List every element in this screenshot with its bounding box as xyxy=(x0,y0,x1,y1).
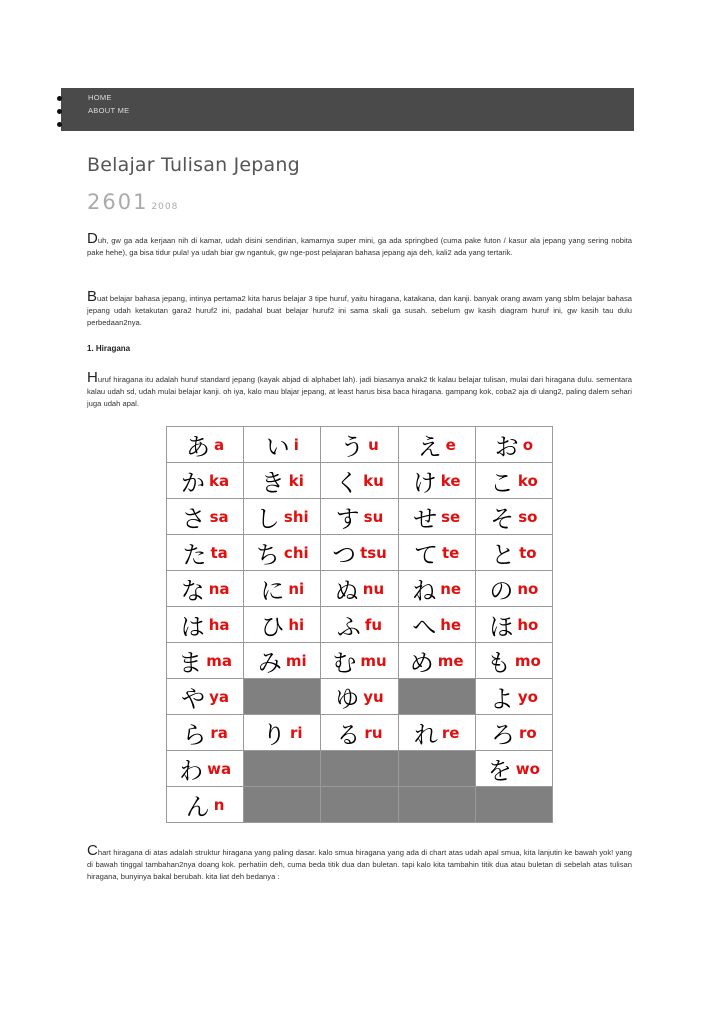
kana-character: お xyxy=(494,433,519,461)
romaji-label: yo xyxy=(517,687,538,706)
kana-character: し xyxy=(255,505,280,533)
kana-character: そ xyxy=(490,505,515,533)
empty-cell xyxy=(244,787,321,823)
kana-cell xyxy=(167,463,244,499)
kana-cell xyxy=(167,643,244,679)
kana-cell xyxy=(167,427,244,463)
empty-cell xyxy=(398,679,475,715)
kana-character: あ xyxy=(186,433,211,461)
post-date xyxy=(87,190,178,214)
kana-cell xyxy=(167,751,244,787)
kana-character: つ xyxy=(332,541,357,569)
romaji-label: me xyxy=(437,651,464,670)
kana-cell xyxy=(167,535,244,571)
kana-cell xyxy=(244,463,321,499)
kana-character: ゆ xyxy=(335,685,360,713)
kana-cell xyxy=(321,499,398,535)
kana-cell xyxy=(475,571,552,607)
kana-character: ね xyxy=(412,577,437,605)
paragraph-text: hart hiragana di atas adalah struktur hiragana yang paling dasar. kalo smua hiragana yang ada di chart atas udah apal smua, kita lanjutin ke bawah yok! yang di bawah tinggal tambahan2nya doang kok. perhatiin deh, cuma beda titik dua dan buletan. tapi kalo kita tambahin titik dua atau buletan di sebelah atas tulisan hiragana, bunyinya bakal berubah. kita liat deh bedanya : xyxy=(87,848,632,881)
chart-row xyxy=(167,715,553,751)
kana-character: ふ xyxy=(336,613,361,641)
empty-cell xyxy=(398,787,475,823)
kana-cell xyxy=(167,607,244,643)
romaji-label: ya xyxy=(209,687,230,706)
kana-character: さ xyxy=(181,505,206,533)
kana-cell xyxy=(167,787,244,823)
romaji-label: shi xyxy=(283,507,309,526)
chart-row xyxy=(167,571,553,607)
bullet-icon xyxy=(57,109,62,114)
kana-cell xyxy=(398,535,475,571)
romaji-label: e xyxy=(445,435,456,454)
romaji-label: i xyxy=(293,435,299,454)
kana-character: る xyxy=(336,721,361,749)
kana-cell xyxy=(321,607,398,643)
romaji-label: ku xyxy=(363,471,384,490)
post-date-daymonth: 2601 xyxy=(87,190,149,214)
romaji-label: na xyxy=(208,579,230,598)
romaji-label: n xyxy=(213,795,225,814)
kana-character: も xyxy=(486,649,511,677)
empty-cell xyxy=(244,751,321,787)
kana-cell xyxy=(398,463,475,499)
romaji-label: ri xyxy=(290,723,303,742)
kana-cell xyxy=(167,571,244,607)
empty-cell xyxy=(321,751,398,787)
kana-cell xyxy=(398,607,475,643)
empty-cell xyxy=(244,679,321,715)
romaji-label: a xyxy=(214,435,225,454)
paragraph-text: uh, gw ga ada kerjaan nih di kamar, udah disini sendirian, kamarnya super mini, ga ada springbed (cuma pake futon / kasur ala jepang yang sering nobita pake hehe), ga bisa tidur pula! ya udah biar gw ngantuk, gw nge-post pelajaran bahasa jepang aja deh, kali2 ada yang tertarik. xyxy=(87,236,632,257)
romaji-label: tsu xyxy=(360,543,387,562)
kana-cell xyxy=(475,679,552,715)
top-nav-bar xyxy=(61,88,634,131)
kana-cell xyxy=(475,643,552,679)
kana-character: と xyxy=(491,541,516,569)
romaji-label: ka xyxy=(209,471,230,490)
romaji-label: ho xyxy=(517,615,539,634)
romaji-label: no xyxy=(517,579,539,598)
kana-cell xyxy=(475,499,552,535)
romaji-label: ra xyxy=(210,723,228,742)
romaji-label: yu xyxy=(363,687,384,706)
romaji-label: wa xyxy=(207,759,232,778)
chart-row xyxy=(167,607,553,643)
kana-cell xyxy=(321,535,398,571)
kana-cell xyxy=(244,643,321,679)
paragraph-text: uruf hiragana itu adalah huruf standard jepang (kayak abjad di alphabet lah). jadi biasanya anak2 tk kalau belajar tulisan, mulai dari hiragana dulu. sementara kalau udah sd, udah mulai belajar kanji. oh iya, kalo mau blajar jepang, at least harus bisa baca hiragana. gampang kok, coba2 aja di ulang2, paling dalem sehari juga udah apal. xyxy=(87,375,632,408)
nav-item-about-me[interactable] xyxy=(61,104,634,117)
drop-cap: H xyxy=(87,369,98,386)
kana-cell xyxy=(321,715,398,751)
chart-row xyxy=(167,643,553,679)
kana-character: め xyxy=(409,649,434,677)
romaji-label: so xyxy=(518,507,538,526)
empty-cell xyxy=(321,787,398,823)
kana-cell xyxy=(321,571,398,607)
romaji-label: ko xyxy=(517,471,538,490)
chart-row xyxy=(167,463,553,499)
romaji-label: sa xyxy=(209,507,229,526)
kana-character: や xyxy=(181,685,206,713)
romaji-label: ni xyxy=(288,579,305,598)
kana-character: す xyxy=(335,505,360,533)
kana-character: た xyxy=(182,541,207,569)
hiragana-chart xyxy=(166,426,553,823)
romaji-label: se xyxy=(441,507,461,526)
kana-character: け xyxy=(412,469,437,497)
kana-cell xyxy=(244,571,321,607)
kana-cell xyxy=(398,643,475,679)
kana-character: ち xyxy=(255,541,280,569)
hiragana-chart-body xyxy=(167,427,553,823)
kana-cell xyxy=(321,679,398,715)
kana-character: へ xyxy=(412,613,437,641)
romaji-label: ru xyxy=(364,723,383,742)
romaji-label: ro xyxy=(519,723,537,742)
paragraph-hiragana-intro xyxy=(87,369,632,410)
kana-cell xyxy=(475,427,552,463)
romaji-label: o xyxy=(522,435,534,454)
kana-cell xyxy=(475,715,552,751)
kana-cell xyxy=(398,427,475,463)
romaji-label: ne xyxy=(440,579,462,598)
post-date-year: 2008 xyxy=(151,202,179,212)
chart-row xyxy=(167,751,553,787)
empty-cell xyxy=(475,787,552,823)
kana-character: は xyxy=(180,613,205,641)
kana-cell xyxy=(167,715,244,751)
kana-cell xyxy=(321,463,398,499)
drop-cap: C xyxy=(87,842,98,859)
kana-cell xyxy=(475,751,552,787)
kana-cell xyxy=(244,607,321,643)
kana-cell xyxy=(244,715,321,751)
romaji-label: re xyxy=(441,723,460,742)
romaji-label: ki xyxy=(288,471,304,490)
kana-cell xyxy=(475,463,552,499)
paragraph-text: uat belajar bahasa jepang, intinya pertama2 kita harus belajar 3 tipe huruf, yaitu hiragana, katakana, dan kanji. banyak orang awam yang sblm belajar bahasa jepang udah ketakutan gara2 huruf2 ini, padahal buat belajar huruf2 ini sama skali ga susah. sebelum gw kasih diagram huruf ini, gw kasih tau dulu perbedaan2nya. xyxy=(87,294,632,327)
kana-character: く xyxy=(335,469,360,497)
kana-character: か xyxy=(181,469,206,497)
kana-character: む xyxy=(332,649,357,677)
nav-item-home[interactable] xyxy=(61,91,634,104)
romaji-label: mu xyxy=(360,651,387,670)
kana-character: を xyxy=(487,757,512,785)
kana-character: せ xyxy=(413,505,438,533)
romaji-label: fu xyxy=(364,615,383,634)
nav-item-empty[interactable] xyxy=(61,117,634,130)
kana-character: え xyxy=(417,433,442,461)
drop-cap: B xyxy=(87,288,98,305)
chart-row xyxy=(167,535,553,571)
romaji-label: hi xyxy=(288,615,305,634)
bullet-icon xyxy=(57,122,62,127)
kana-character: ま xyxy=(178,649,203,677)
kana-character: に xyxy=(260,577,285,605)
kana-character: ぬ xyxy=(334,577,359,605)
post-title[interactable]: Belajar Tulisan Jepang xyxy=(87,154,300,176)
bullet-icon xyxy=(57,96,62,101)
kana-character: ん xyxy=(185,793,210,821)
kana-cell xyxy=(398,571,475,607)
section-heading-hiragana: 1. Hiragana xyxy=(87,344,131,353)
chart-row xyxy=(167,499,553,535)
romaji-label: wo xyxy=(515,759,540,778)
kana-character: よ xyxy=(489,685,514,713)
romaji-label: he xyxy=(440,615,462,634)
chart-row xyxy=(167,427,553,463)
kana-character: い xyxy=(265,433,290,461)
romaji-label: u xyxy=(368,435,379,454)
romaji-label: su xyxy=(363,507,384,526)
romaji-label: mo xyxy=(514,651,541,670)
nav-item-label[interactable]: HOME xyxy=(88,93,112,102)
paragraph-intro xyxy=(87,230,632,259)
kana-character: ろ xyxy=(491,721,516,749)
kana-character: り xyxy=(262,721,286,749)
romaji-label: ke xyxy=(440,471,461,490)
paragraph-chart-explanation xyxy=(87,842,632,883)
kana-character: わ xyxy=(179,757,204,785)
kana-character: の xyxy=(489,577,514,605)
chart-row xyxy=(167,787,553,823)
kana-cell xyxy=(398,715,475,751)
kana-cell xyxy=(398,499,475,535)
kana-cell xyxy=(244,535,321,571)
romaji-label: chi xyxy=(283,543,309,562)
kana-character: こ xyxy=(489,469,514,497)
romaji-label: ha xyxy=(208,615,230,634)
kana-character: ら xyxy=(182,721,207,749)
paragraph-letter-types xyxy=(87,288,632,329)
kana-character: ひ xyxy=(260,613,285,641)
romaji-label: ma xyxy=(206,651,232,670)
romaji-label: to xyxy=(519,543,537,562)
romaji-label: mi xyxy=(285,651,307,670)
kana-cell xyxy=(475,607,552,643)
kana-cell xyxy=(244,427,321,463)
kana-character: な xyxy=(180,577,205,605)
nav-item-label[interactable]: ABOUT ME xyxy=(88,106,130,115)
empty-cell xyxy=(398,751,475,787)
kana-cell xyxy=(321,643,398,679)
chart-row xyxy=(167,679,553,715)
kana-character: ほ xyxy=(489,613,514,641)
kana-cell xyxy=(167,499,244,535)
romaji-label: te xyxy=(441,543,460,562)
kana-character: て xyxy=(413,541,438,569)
kana-character: れ xyxy=(413,721,438,749)
kana-character: う xyxy=(340,433,365,461)
romaji-label: nu xyxy=(362,579,385,598)
kana-cell xyxy=(475,535,552,571)
romaji-label: ta xyxy=(210,543,228,562)
kana-cell xyxy=(167,679,244,715)
kana-character: み xyxy=(257,649,282,677)
kana-cell xyxy=(244,499,321,535)
kana-character: き xyxy=(260,469,285,497)
kana-cell xyxy=(321,427,398,463)
drop-cap: D xyxy=(87,230,98,247)
